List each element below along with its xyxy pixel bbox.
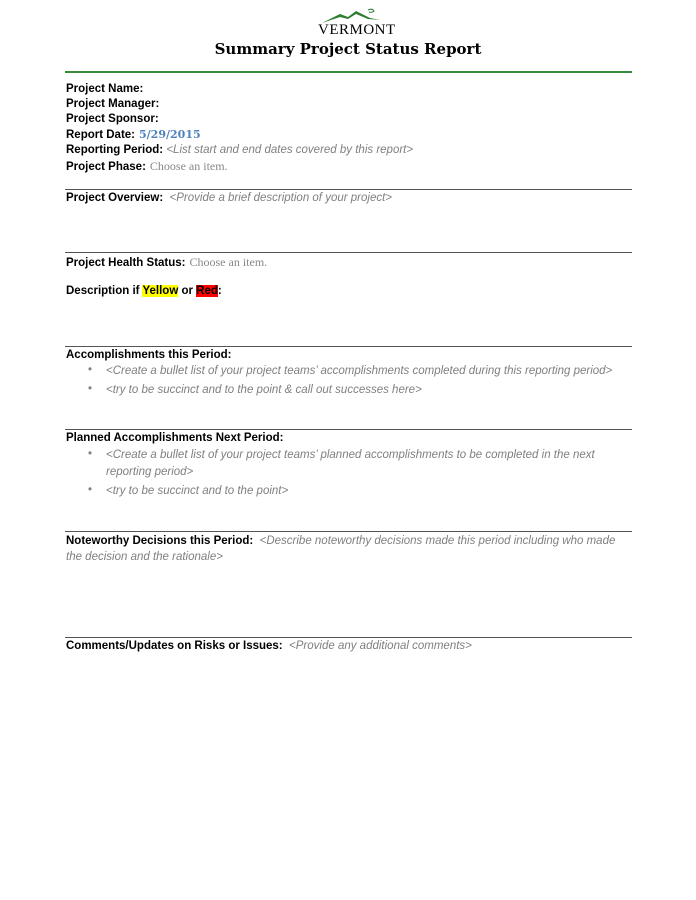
report-date-label: Report Date: [66, 129, 136, 141]
report-title: Summary Project Status Report [214, 40, 482, 58]
divider [65, 252, 632, 253]
vermont-logo: VERMONT [318, 8, 390, 38]
divider [65, 71, 632, 73]
reporting-period-label: Reporting Period: [66, 144, 164, 156]
bullet-icon: • [88, 383, 93, 395]
reporting-period-field[interactable]: <List start and end dates covered by this report> [166, 144, 414, 156]
health-status-label: Project Health Status: [66, 257, 186, 269]
divider [65, 429, 632, 430]
project-phase-label: Project Phase: [66, 161, 146, 173]
report-date-field[interactable]: 5/29/2015 [139, 128, 201, 141]
list-item[interactable]: <try to be succinct and to the point & call out successes here> [106, 384, 422, 396]
health-status-dropdown[interactable]: Choose an item. [189, 255, 268, 269]
description-label: Description if Yellow or Red: [66, 285, 222, 297]
list-item[interactable]: <Create a bullet list of your project teams’ planned accomplishments to be completed in the next reporting period> [106, 449, 595, 478]
comments-field[interactable]: <Provide any additional comments> [289, 640, 472, 652]
project-phase-dropdown[interactable]: Choose an item. [149, 159, 228, 173]
project-sponsor-label: Project Sponsor: [66, 113, 159, 125]
divider [65, 346, 632, 347]
divider [65, 189, 632, 190]
decisions-label: Noteworthy Decisions this Period: [66, 535, 254, 547]
planned-label: Planned Accomplishments Next Period: [66, 432, 284, 444]
decisions-field[interactable]: <Describe noteworthy decisions made this period including who made the decision and the rationale> [66, 535, 616, 563]
accomplishments-label: Accomplishments this Period: [66, 349, 232, 361]
bullet-icon: • [88, 484, 93, 496]
overview-label: Project Overview: [66, 192, 164, 204]
overview-field[interactable]: <Provide a brief description of your project> [169, 192, 392, 204]
project-manager-label: Project Manager: [66, 98, 160, 110]
project-name-label: Project Name: [66, 83, 144, 95]
divider [65, 531, 632, 532]
list-item[interactable]: <Create a bullet list of your project teams’ accomplishments completed during this reporting period> [106, 365, 613, 377]
comments-label: Comments/Updates on Risks or Issues: [66, 640, 283, 652]
bullet-icon: • [88, 448, 93, 460]
bullet-icon: • [88, 364, 93, 376]
list-item[interactable]: <try to be succinct and to the point> [106, 485, 289, 497]
divider [65, 637, 632, 638]
